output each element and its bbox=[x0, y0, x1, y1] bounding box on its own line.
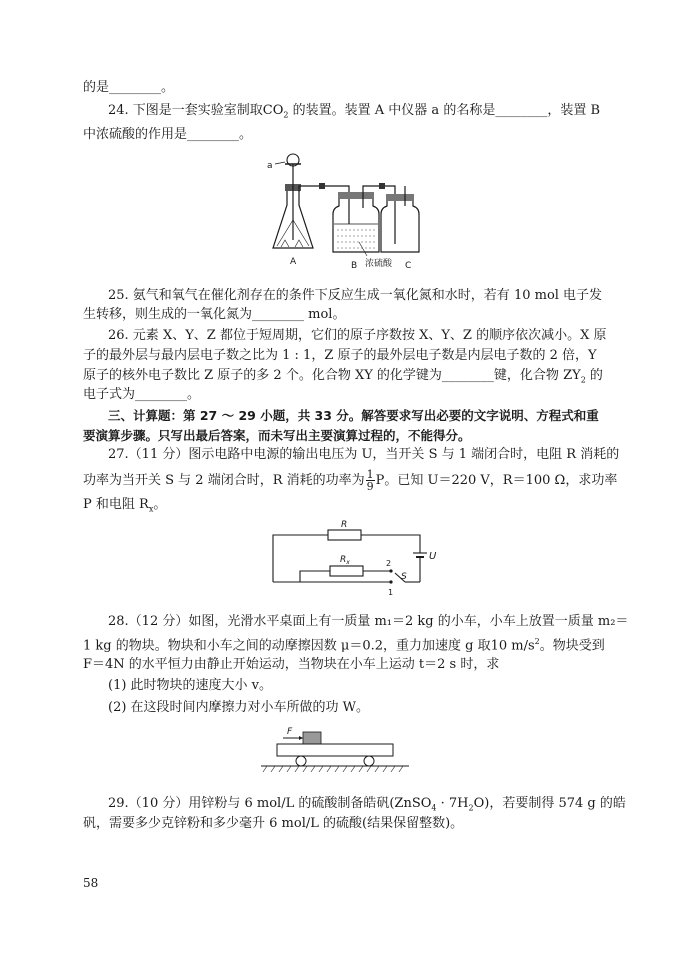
label-a: a bbox=[267, 161, 273, 171]
q29-line2: 矾，需要多少克锌粉和多少毫升 6 mol/L 的硫酸(结果保留整数)。 bbox=[83, 816, 464, 831]
label-F: F bbox=[287, 727, 293, 737]
label-terminal-2: 2 bbox=[386, 559, 392, 568]
q24-line2: 中浓硫酸的作用是________。 bbox=[83, 127, 253, 142]
q28-line5: (2) 在这段时间内摩擦力对小车所做的功 W。 bbox=[108, 700, 370, 715]
q25-line2: 生转移，则生成的一氧化氮为________ mol。 bbox=[83, 307, 346, 322]
q23-tail: 的是________。 bbox=[83, 80, 175, 95]
q26-line2: 子的最外层与最内层电子数之比为 1 : 1，Z 原子的最外层电子数是内层电子数的 2 倍，Y bbox=[83, 348, 597, 363]
fraction-one-ninth: $\frac{1}{9}$ bbox=[366, 468, 374, 493]
q27-line2: 功率为当开关 S 与 2 端闭合时，R 消耗的功率为 $\frac{1}{9}$ P。已知 U＝220 V，R＝100 Ω，求功率 bbox=[83, 468, 618, 493]
q29-line1: 29.（10 分）用锌粉与 6 mol/L 的硫酸制备皓矾(ZnSO$_4$ · $7H_2O$)，若要制得 574 g 的皓 bbox=[108, 796, 626, 813]
q28-line4: (1) 此时物块的速度大小 v。 bbox=[108, 678, 273, 693]
q28-line3: F＝4N 的水平恒力由静止开始运动，当物块在小车上运动 t＝2 s 时，求 bbox=[83, 657, 500, 672]
label-A: A bbox=[290, 257, 297, 267]
block bbox=[303, 732, 321, 744]
q26-line3: 原子的核外电子数比 Z 原子的多 2 个。化合物 XY 的化学键为________键，化合物 $ZY_2$ 的 bbox=[83, 368, 603, 385]
q25-line1: 25. 氨气和氧气在催化剂存在的条件下反应生成一氧化氮和水时，若有 10 mol 电子发 bbox=[108, 288, 603, 303]
q24-line1: 24. 下图是一套实验室制取$CO_2$ 的装置。装置 A 中仪器 a 的名称是________，装置 B bbox=[108, 103, 601, 120]
resistor-Rx bbox=[330, 566, 363, 576]
resistor-R bbox=[328, 530, 361, 540]
cart-figure bbox=[255, 722, 415, 778]
label-B: B bbox=[351, 261, 358, 271]
q28-line1: 28.（12 分）如图，光滑水平桌面上有一质量 m₁＝2 kg 的小车，小车上放置一质量 m₂＝ bbox=[108, 614, 629, 629]
label-terminal-1: 1 bbox=[388, 588, 394, 597]
circuit-figure bbox=[270, 515, 440, 605]
label-S: S bbox=[401, 572, 407, 582]
label-R: R bbox=[341, 520, 348, 530]
cart bbox=[277, 744, 393, 756]
page-number: 58 bbox=[83, 876, 99, 890]
q26-line1: 26. 元素 X、Y、Z 都位于短周期，它们的原子序数按 X、Y、Z 的顺序依次减小。X 原 bbox=[108, 328, 607, 343]
section3-heading-line2: 要演算步骤。只写出最后答案，而未写出主要演算过程的，不能得分。 bbox=[83, 428, 471, 443]
q26-line4: 电子式为________。 bbox=[83, 387, 201, 402]
label-Rx: $R_x$ bbox=[340, 555, 350, 566]
label-C: C bbox=[405, 261, 412, 271]
q27-line3: P 和电阻 $R_x$。 bbox=[83, 497, 167, 514]
q27-line1: 27.（11 分）图示电路中电源的输出电压为 U，当开关 S 与 1 端闭合时，电阻 R 消耗的 bbox=[108, 447, 620, 462]
section3-heading-line1: 三、计算题：第 27 ～ 29 小题，共 33 分。解答要求写出必要的文字说明、方程式和重 bbox=[108, 408, 599, 423]
label-U: U bbox=[429, 551, 437, 562]
label-conc-acid: 浓硫酸 bbox=[365, 259, 393, 269]
co2-apparatus-figure bbox=[255, 150, 425, 278]
q28-line2: 1 kg 的物块。物块和小车之间的动摩擦因数 μ＝0.2，重力加速度 g 取10 $m/s^2$。物块受到 bbox=[83, 637, 605, 654]
